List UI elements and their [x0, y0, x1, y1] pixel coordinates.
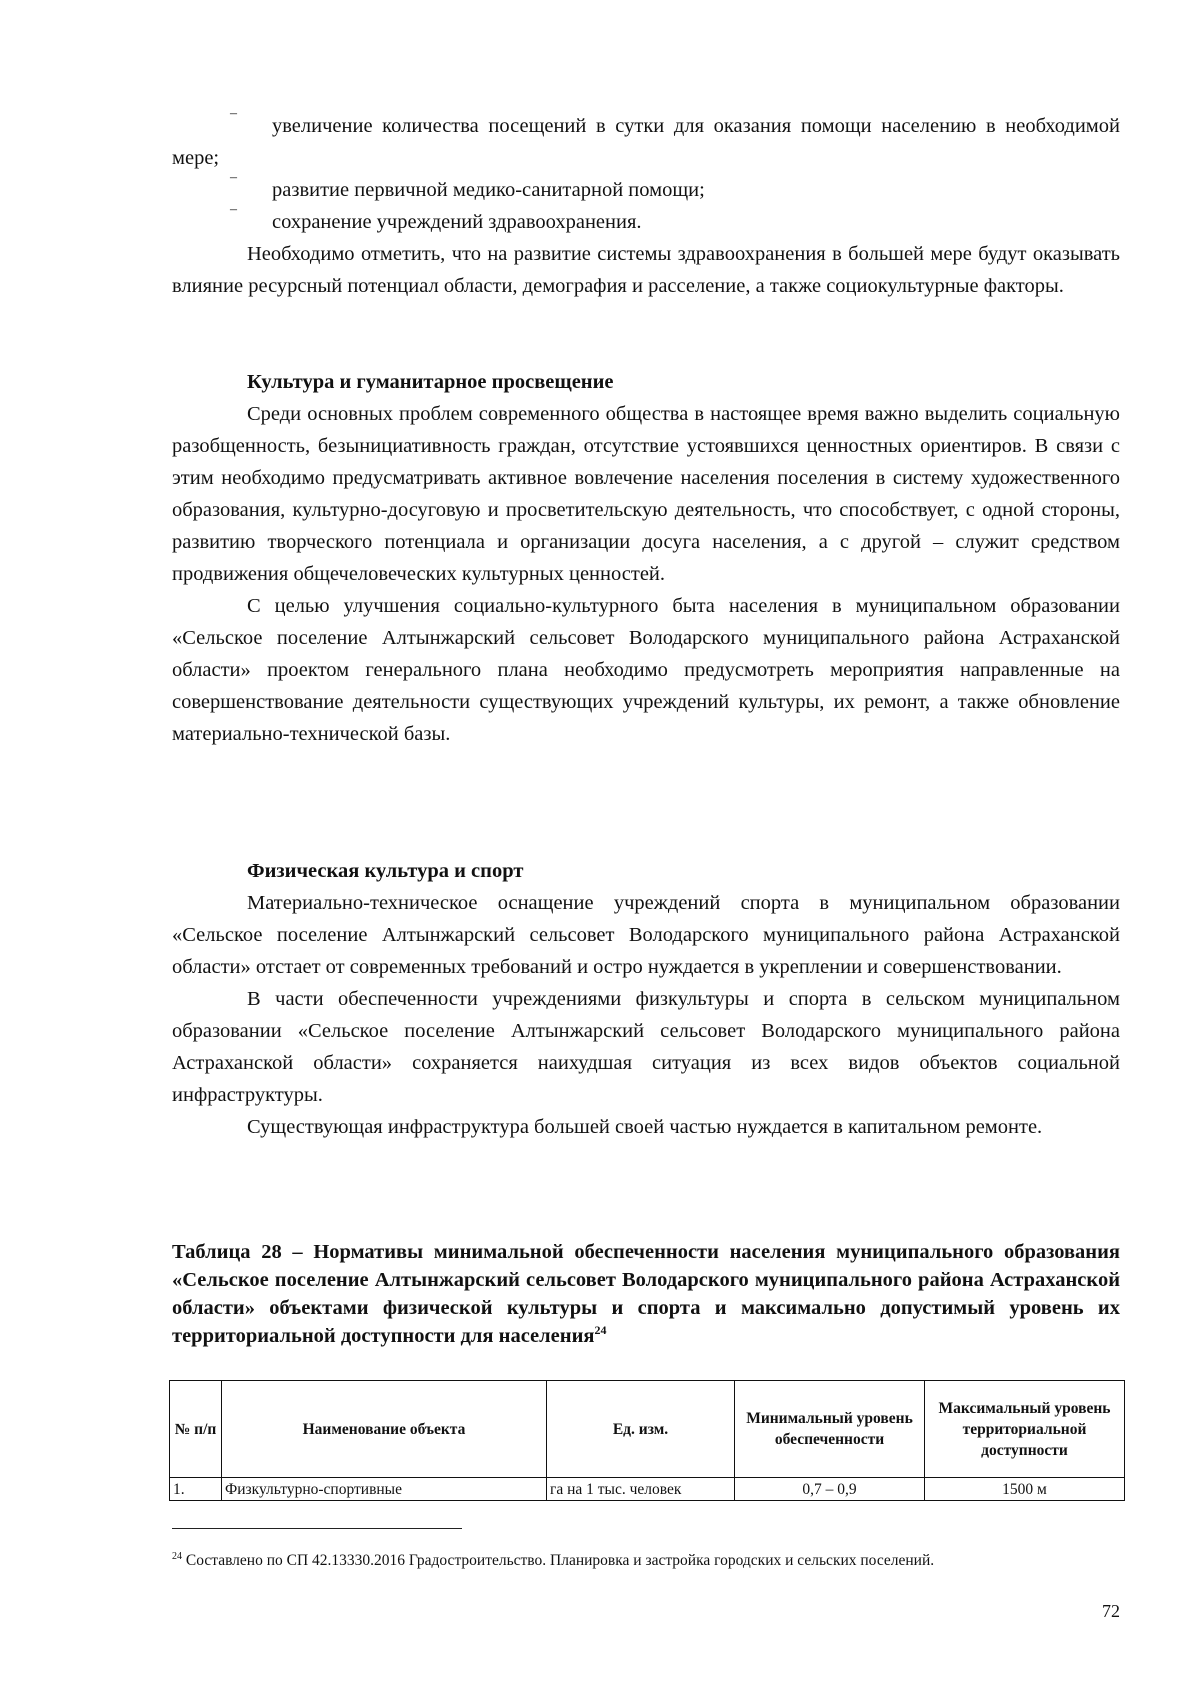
footnote-mark: 24 [172, 1551, 182, 1562]
dash-marker: – [230, 170, 237, 185]
header-max-access: Максимальный уровень территориальной доступности [925, 1381, 1125, 1478]
bullet-item: – увеличение количества посещений в сутки для оказания помощи населению в необходимой мере; [172, 110, 1120, 174]
paragraph: В части обеспеченности учреждениями физкультуры и спорта в сельском муниципальном образовании «Сельское поселение Алтынжарский сельсовет Володарского муниципального района Астраханской области» сохраняется наихудшая ситуация из всех видов объектов социальной инфраструктуры. [172, 988, 1120, 1106]
paragraph: Необходимо отметить, что на развитие системы здравоохранения в большей мере будут оказывать влияние ресурсный потенциал области, демография и расселение, а также социокультурные факторы. [172, 243, 1120, 297]
footnote: $^{24}$ Составлено по СП 42.13330.2016 Градостроительство. Планировка и застройка городских и сельских поселений. [172, 1551, 935, 1570]
footnote-ref: 24 [594, 1323, 607, 1338]
header-unit: Ед. изм. [547, 1381, 735, 1478]
section-heading: Физическая культура и спорт [247, 860, 524, 882]
section-heading: Культура и гуманитарное просвещение [247, 371, 614, 393]
footnote-divider [172, 1528, 462, 1529]
sport-section [172, 855, 1120, 1143]
paragraph: Материально-техническое оснащение учреждений спорта в муниципальном образовании «Сельское поселение Алтынжарский сельсовет Володарского муниципального района Астраханской области» отстает от современных требований и остро нуждается в укреплении и совершенствовании. [172, 892, 1120, 978]
dash-marker: – [230, 106, 237, 121]
cell-number: 1. [170, 1478, 222, 1501]
table-header-row [170, 1381, 1125, 1478]
bullet-item: – сохранение учреждений здравоохранения. [172, 206, 1120, 238]
header-min-level: Минимальный уровень обеспеченности [735, 1381, 925, 1478]
paragraph: С целью улучшения социально-культурного быта населения в муниципальном образовании «Сельское поселение Алтынжарский сельсовет Володарского муниципального района Астраханской области» проектом генерального плана необходимо предусмотреть мероприятия направленные на совершенствование деятельности существующих учреждений культуры, их ремонт, а также обновление материально-технической базы. [172, 595, 1120, 745]
header-object-name: Наименование объекта [222, 1381, 547, 1478]
cell-unit: га на 1 тыс. человек [547, 1478, 735, 1501]
main-text [172, 106, 1120, 302]
table-caption: Таблица 28 – Нормативы минимальной обеспеченности населения муниципального образования «Сельское поселение Алтынжарский сельсовет Володарского муниципального района Астраханской области» объектами физической культуры и спорта и максимально допустимый уровень их территориальной доступности для населения$^{24}$ [172, 1241, 1120, 1347]
bullet-item: – развитие первичной медико-санитарной помощи; [172, 174, 1120, 206]
table-row [170, 1478, 1125, 1501]
cell-max-access: 1500 м [925, 1478, 1125, 1501]
page-number: 72 [1102, 1601, 1120, 1621]
norms-table [169, 1380, 1125, 1501]
header-number: № п/п [170, 1381, 222, 1478]
cell-min-level: 0,7 – 0,9 [735, 1478, 925, 1501]
culture-section [172, 366, 1120, 750]
paragraph: Существующая инфраструктура большей своей частью нуждается в капитальном ремонте. [247, 1116, 1043, 1138]
dash-marker: – [230, 202, 237, 217]
paragraph: Среди основных проблем современного общества в настоящее время важно выделить социальную разобщенность, безынициативность граждан, отсутствие устоявшихся ценностных ориентиров. В связи с этим необходимо предусматривать активное вовлечение населения поселения в систему художественного образования, культурно-досуговую и просветительскую деятельность, что способствует, с одной стороны, развитию творческого потенциала и организации досуга населения, а с другой – служит средством продвижения общечеловеческих культурных ценностей. [172, 403, 1120, 585]
cell-object-name: Физкультурно-спортивные [222, 1478, 547, 1501]
